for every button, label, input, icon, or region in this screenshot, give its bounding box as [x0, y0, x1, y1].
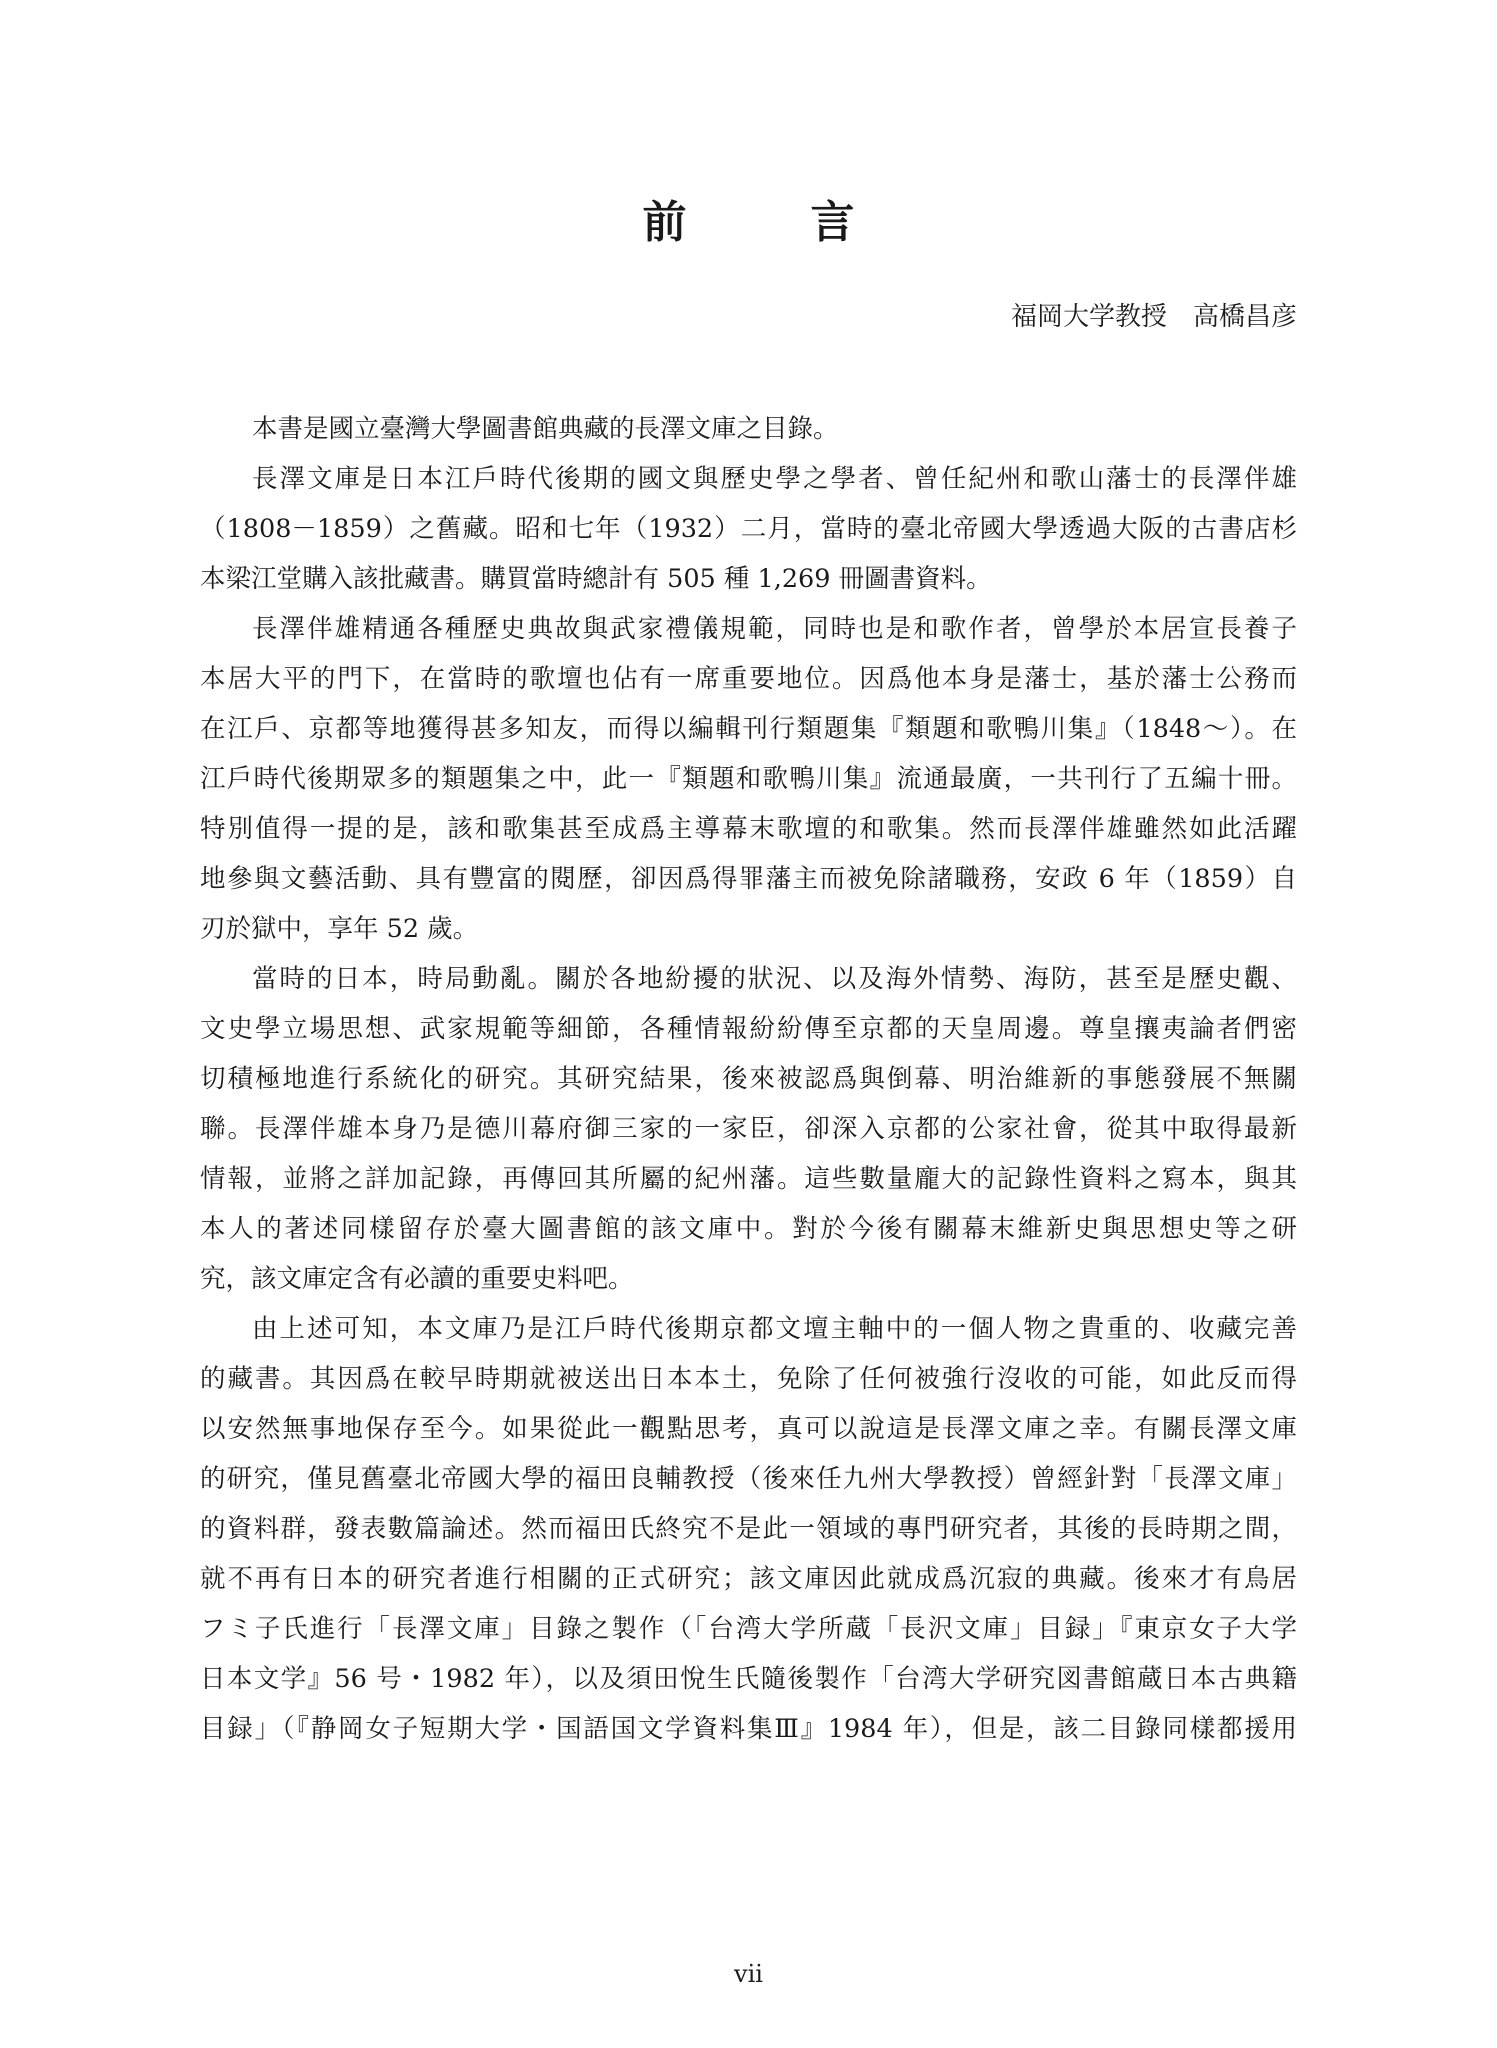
text-line: 情報，並將之詳加記錄，再傳回其所屬的紀州藩。這些數量龐大的記錄性資料之寫本，與其 [200, 1164, 1297, 1194]
text-line: 文史學立場思想、武家規範等細節，各種情報紛紛傳至京都的天皇周邊。尊皇攘夷論者們密 [200, 1014, 1297, 1044]
author-line: 福岡大学教授 高橋昌彦 [1010, 302, 1297, 332]
text-line: 本人的著述同樣留存於臺大圖書館的該文庫中。對於今後有關幕末維新史與思想史等之研 [200, 1214, 1297, 1244]
text-line: 長澤文庫是日本江戶時代後期的國文與歷史學之學者、曾任紀州和歌山藩士的長澤伴雄 [252, 464, 1297, 494]
text-line: 的資料群，發表數篇論述。然而福田氏終究不是此一領域的專門研究者，其後的長時期之間， [200, 1514, 1297, 1544]
text-line: 切積極地進行系統化的研究。其研究結果，後來被認爲與倒幕、明治維新的事態發展不無關 [200, 1064, 1297, 1094]
text-line: 的藏書。其因爲在較早時期就被送出日本本土，免除了任何被強行沒收的可能，如此反而得 [200, 1364, 1297, 1394]
page-number: vii [734, 1960, 763, 1988]
text-line: フミ子氏進行「長澤文庫」目錄之製作（「台湾大学所蔵「長沢文庫」目録」『東京女子大学 [200, 1614, 1297, 1644]
text-line: 的研究，僅見舊臺北帝國大學的福田良輔教授（後來任九州大學教授）曾經針對「長澤文庫」 [200, 1464, 1297, 1494]
text-line: 聯。長澤伴雄本身乃是德川幕府御三家的一家臣，卻深入京都的公家社會，從其中取得最新 [200, 1114, 1297, 1144]
text-line: 就不再有日本的研究者進行相關的正式研究；該文庫因此就成爲沉寂的典藏。後來才有鳥居 [200, 1564, 1297, 1594]
text-line: （1808－1859）之舊藏。昭和七年（1932）二月，當時的臺北帝國大學透過大阪的古書店杉 [200, 514, 1297, 544]
text-line: 在江戶、京都等地獲得甚多知友，而得以編輯刊行類題集『類題和歌鴨川集』（1848～）。在 [200, 714, 1297, 744]
text-line: 以安然無事地保存至今。如果從此一觀點思考，真可以說這是長澤文庫之幸。有關長澤文庫 [200, 1414, 1297, 1444]
page-title: 前 言 [642, 197, 895, 248]
text-line: 江戶時代後期眾多的類題集之中，此一『類題和歌鴨川集』流通最廣，一共刊行了五編十冊。 [200, 764, 1297, 794]
text-line: 特別值得一提的是，該和歌集甚至成爲主導幕末歌壇的和歌集。然而長澤伴雄雖然如此活躍 [200, 814, 1297, 844]
text-line: 日本文学』56 号・1982 年），以及須田悅生氏隨後製作「台湾大学研究図書館蔵日本古典籍 [200, 1664, 1297, 1694]
text-line: 地參與文藝活動、具有豐富的閱歷，卻因爲得罪藩主而被免除諸職務，安政 6 年（1859）自 [200, 864, 1297, 894]
text-line: 究，該文庫定含有必讀的重要史料吧。 [200, 1264, 634, 1294]
text-line: 本居大平的門下，在當時的歌壇也佔有一席重要地位。因爲他本身是藩士，基於藩士公務而 [200, 664, 1297, 694]
text-line: 當時的日本，時局動亂。關於各地紛擾的狀況、以及海外情勢、海防，甚至是歷史觀、 [252, 964, 1297, 994]
body-text [200, 404, 1297, 1754]
text-line: 目録」（『静岡女子短期大学・国語国文学資料集Ⅲ』1984 年），但是，該二目錄同樣都援用 [200, 1714, 1297, 1744]
text-line: 由上述可知，本文庫乃是江戶時代後期京都文壇主軸中的一個人物之貴重的、收藏完善 [252, 1314, 1297, 1344]
text-line: 本書是國立臺灣大學圖書館典藏的長澤文庫之目錄。 [252, 414, 839, 444]
text-line: 本梁江堂購入該批藏書。購買當時總計有 505 種 1,269 冊圖書資料。 [200, 564, 992, 594]
text-line: 長澤伴雄精通各種歷史典故與武家禮儀規範，同時也是和歌作者，曾學於本居宣長養子 [252, 614, 1297, 644]
text-line: 刃於獄中，享年 52 歲。 [200, 914, 479, 944]
